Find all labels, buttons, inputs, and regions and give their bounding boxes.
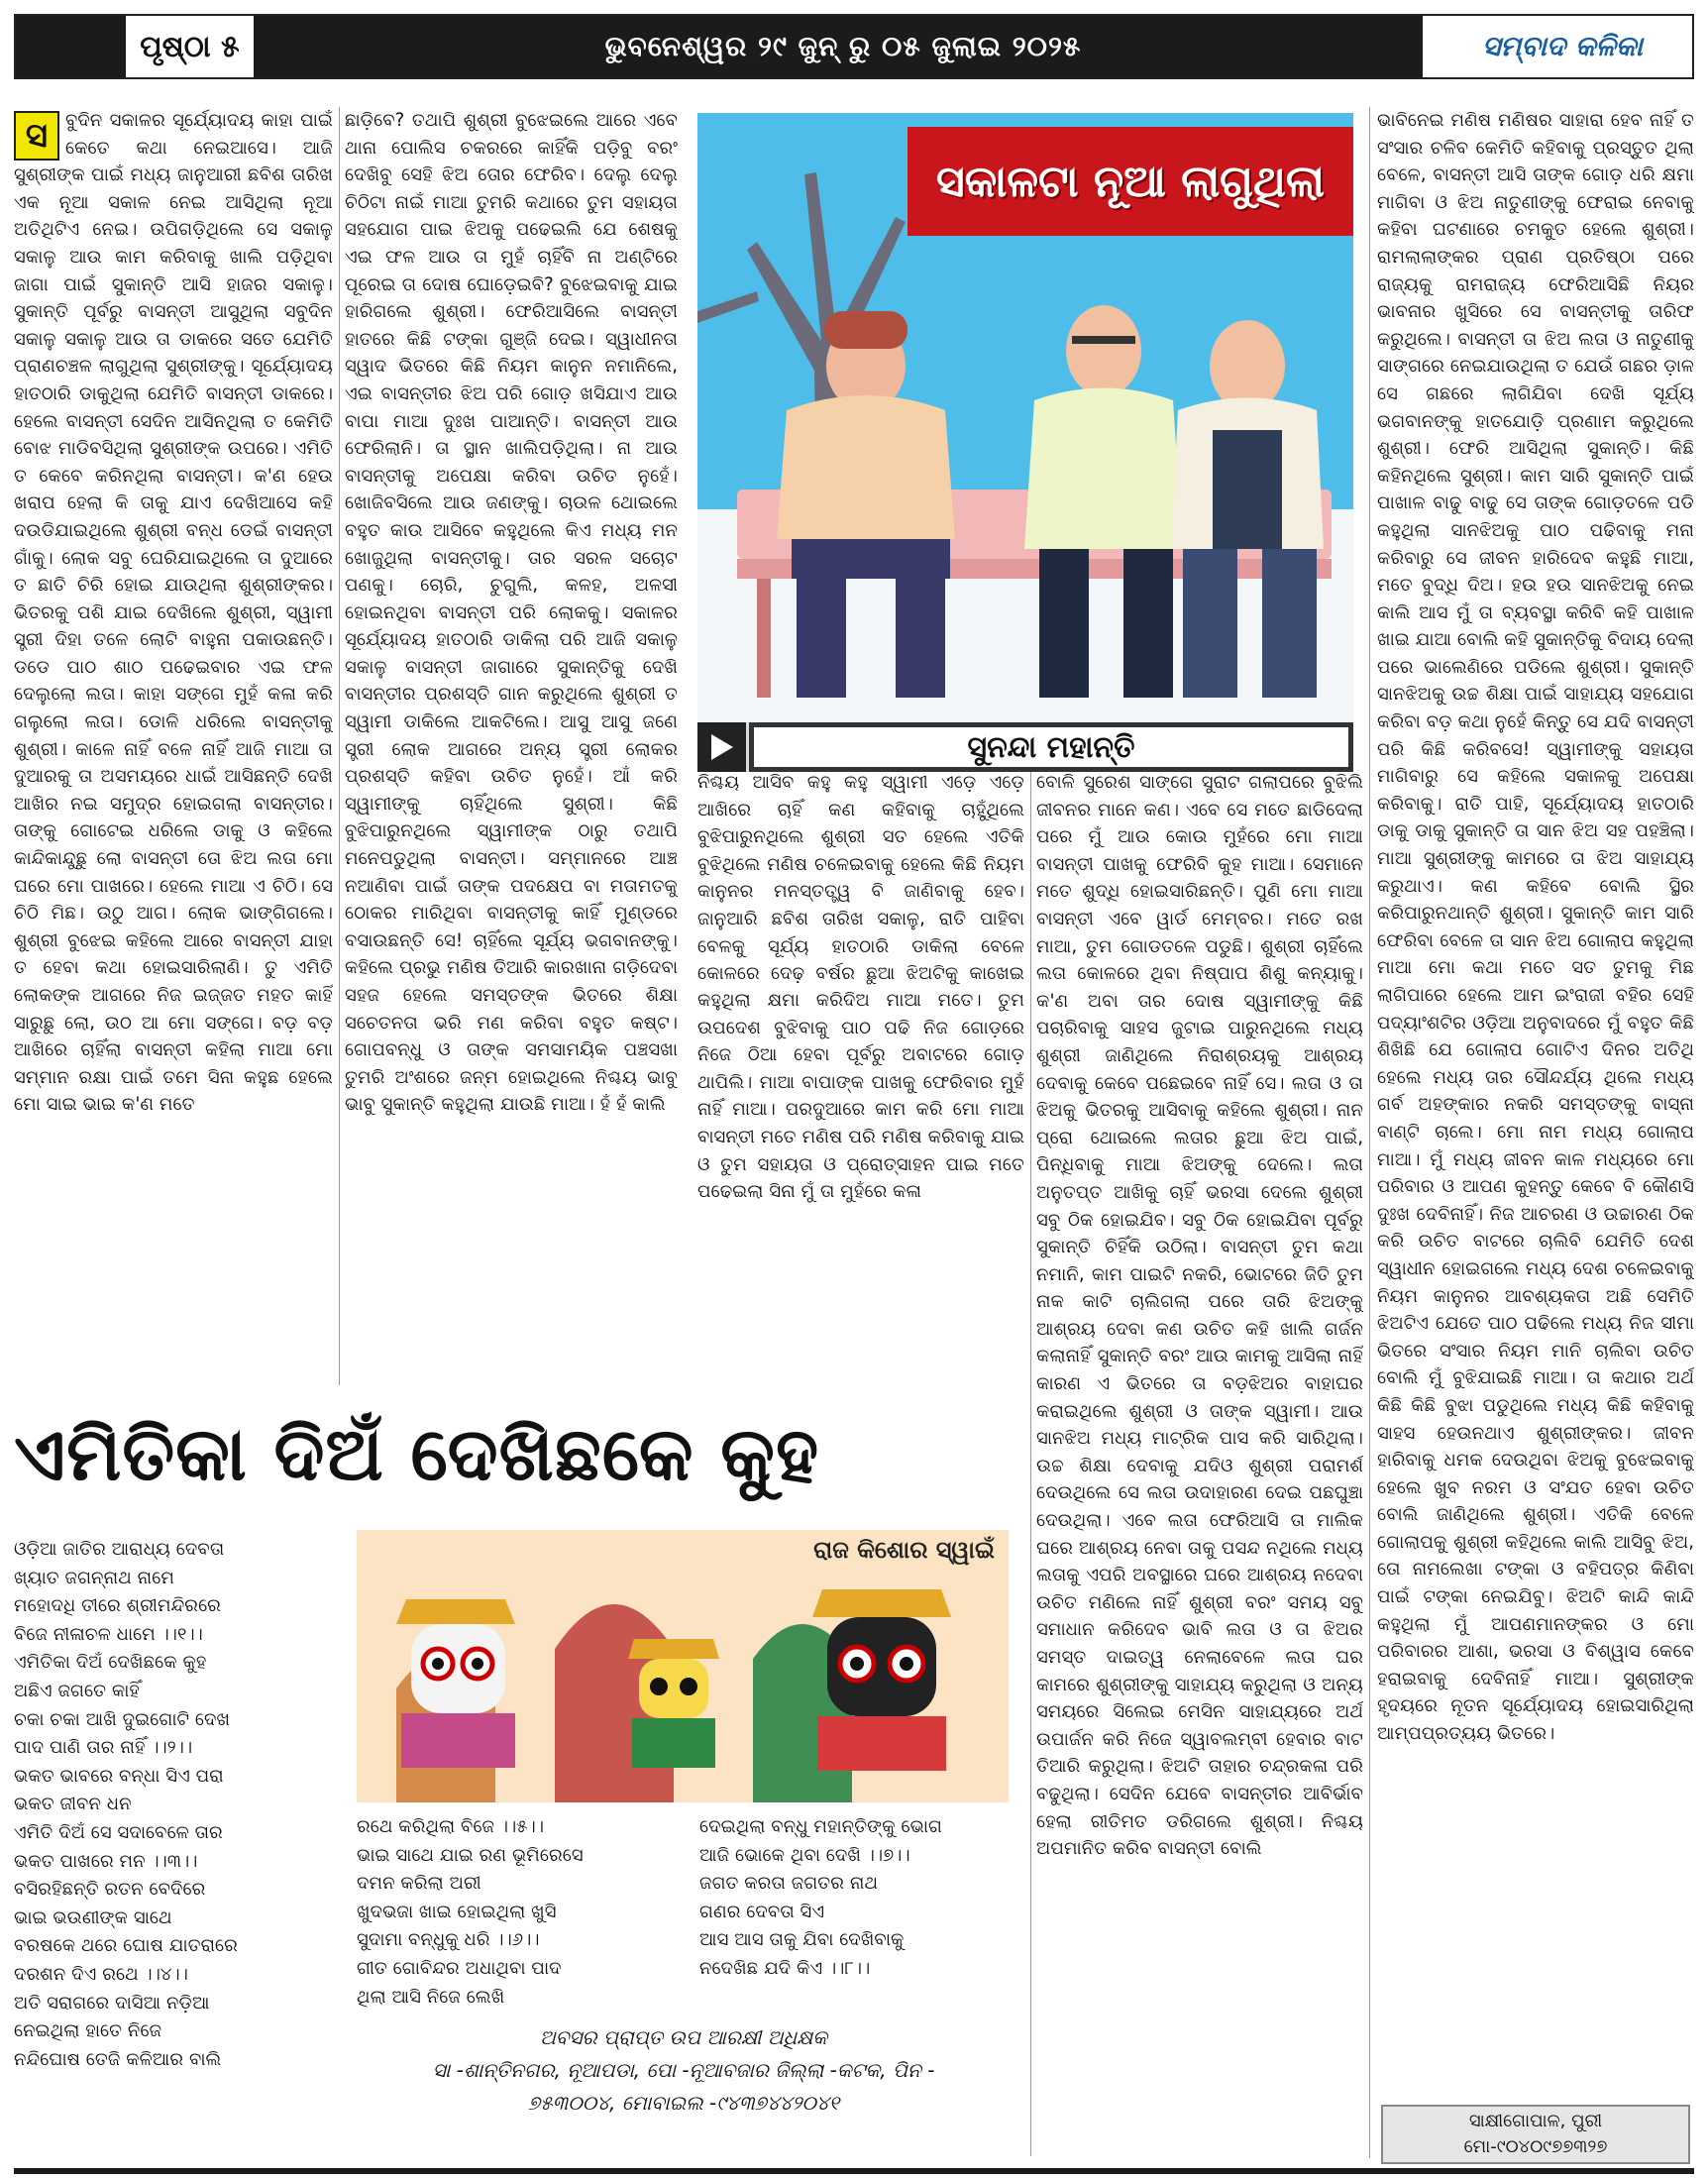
author-bar	[697, 722, 1353, 772]
story-illustration	[697, 113, 1353, 772]
poet-contact: ୭୫୩୦୦୪, ମୋବାଇଲ -୯୪୩୭୪୪୨୦୪୧	[527, 2091, 840, 2115]
poem-line: ଚକା ଚକା ଆଖି ଦୁଇଗୋଟି ଦେଖ	[14, 1708, 231, 1730]
jagannath-deities-illustration	[357, 1530, 1009, 1802]
poem-line: ଭାଇ ସାଥେ ଯାଇ ରଣ ଭୂମିରେସେ	[357, 1844, 584, 1866]
poem-line: ପାଦ ପାଣି ତାର ନାହିଁ ।।୨।।	[14, 1737, 193, 1759]
poem-line: ଦରଶନ ଦିଏ ରଥେ ।।୪।।	[14, 1963, 188, 1985]
poem-line: ଗଣର ଦେବତା ସିଏ	[699, 1901, 825, 1922]
story-column-5: ଭାବିନେଇ ମଣିଷ ମଣିଷର ସାହାରା ହେବ ନାହିଁ ତ ସଂସାର ଚଳିବ କେମିତି କହିବାକୁ ପ୍ରସ୍ତୁତ ଥିଲା ବେଳେ, ବାସନ୍ତୀ ଆସି ତାଙ୍କ ଗୋଡ଼ ଧରି କ୍ଷମା ମାଗିବା ଓ ଝିଅ ନାତୁଣୀଙ୍କୁ ଫେରାଇ ନେବାକୁ କହିବା ଘଟଣାରେ ଚମକୁତ ହେଲେ ଶୁଶ୍ରୀ। ରାମଲାଲାଙ୍କର ପ୍ରାଣ ପ୍ରତିଷ୍ଠା ପରେ ରାଜ୍ୟକୁ ରାମରାଜ୍ୟ ଫେରିଆସିଛି ନିୟର ଭାବନାର ଖୁସିରେ ସେ ବାସନ୍ତୀକୁ ତାରିଫ କରୁଥିଲେ। ବାସନ୍ତୀ ତା ଝିଅ ଲତା ଓ ନାତୁଣୀକୁ ସାଙ୍ଗରେ ନେଇଯାଉଥିଲା ତ ଯେଉଁ ଗଛର ଡ଼ାଳ ସେ ଗଛରେ ଲାଗିଯିବା ଦେଖି ସୂର୍ଯ୍ୟ ଭଗବାନଙ୍କୁ ହାତଯୋଡ଼ି ପ୍ରଣାମ କରୁଥିଲେ ଶୁଶ୍ରୀ। ଫେରି ଆସିଥିଲା ସୁକାନ୍ତି। କିଛି କହିନଥିଲେ ସୁଶ୍ରୀ। କାମ ସାରି ସୁକାନ୍ତି ପାଇଁ ପାଖାଳ ବାଢୁ ବାଢୁ ସେ ତାଙ୍କ ଗୋଡ଼ତଳେ ପଡି କହୁଥିଲା ସାନଝିଅକୁ ପାଠ ପଢିବାକୁ ମନା କରିବାରୁ ସେ ଜୀବନ ହାରିଦେବ କହୁଛି ମାଆ, ମତେ ବୁଦ୍ଧି ଦିଅ। ହଉ ହଉ ସାନଝିଅକୁ ନେଇ କାଲି ଆସ ମୁଁ ତା ବ୍ୟବସ୍ଥା କରିବି କହି ପାଖାଳ ଖାଇ ଯାଆ ବୋଲି କହି ସୁକାନ୍ତିକୁ ବିଦାୟ ଦେଲା ପରେ ଭାଲେଣିରେ ପଡିଲେ ଶୁଶ୍ରୀ। ସୁକାନ୍ତି ସାନଝିଅକୁ ଉଚ୍ଚ ଶିକ୍ଷା ପାଇଁ ସାହାଯ୍ୟ ସହଯୋଗ କରିବା ବଡ଼ କଥା ନୁହେଁ କିନ୍ତୁ ସେ ଯଦି ବାସନ୍ତୀ ପରି କିଛି କରିବସେ! ସ୍ୱାମୀଙ୍କୁ ସହାୟତା ମାଗିବାରୁ ସେ କହିଲେ ସକାଳକୁ ଅପେକ୍ଷା କରିବାକୁ। ରାତି ପାହି, ସୂର୍ଯ୍ୟୋଦୟ ହାତଠାରି ଡାକୁ ଡାକୁ ସୁକାନ୍ତି ତା ସାନ ଝିଅ ସହ ପହଞ୍ଚିଲା। ମାଆ ସୁଶ୍ରୀଙ୍କୁ କାମରେ ତା ଝିଅ ସାହାଯ୍ୟ କରୁଥାଏ। କଣ କହିବେ ବୋଲି ସ୍ଥିର କରିପାରୁନଥାନ୍ତି ଶୁଶ୍ରୀ। ସୁକାନ୍ତି କାମ ସାରି ଫେରିବା ବେଳେ ତା ସାନ ଝିଅ ଗୋଲାପ କହୁଥିଲା ମାଆ ମୋ କଥା ମତେ ସତ ତୁମକୁ ମିଛ ଲାଗିପାରେ ହେଲେ ଆମ ଇଂରାଜୀ ବହିର ସେହି ପଦ୍ୟାଂଶଟିର ଓଡ଼ିଆ ଅନୁବାଦରେ ମୁଁ ବହୁତ କିଛି ଶିଖିଛି ଯେ ଗୋଲାପ ଗୋଟିଏ ଦିନର ଅତିଥି ହେଲେ ମଧ୍ୟ ତାର ସୌନ୍ଦର୍ଯ୍ୟ ଥିଲେ ମଧ୍ୟ ଗର୍ବ ଅହଙ୍କାର ନକରି ସମସ୍ତଙ୍କୁ ବାସ୍ନା ବାଣ୍ଟି ଚାଲେ। ମୋ ନାମ ମଧ୍ୟ ଗୋଲାପ ମାଆ। ମୁଁ ମଧ୍ୟ ଜୀବନ କାଳ ମଧ୍ୟରେ ମୋ ପରିବାର ଓ ଆପଣ କୁହନ୍ତୁ କେବେ ବି କୌଣସି ଦୁଃଖ ଦେବିନାହିଁ। ନିଜ ଆଚରଣ ଓ ଉଚ୍ଚାରଣ ଠିକ କରି ଉଚିତ ବାଟରେ ଚାଲିବି ଯେମିତି ଦେଶ ସ୍ୱାଧୀନ ହୋଇଗଲେ ମଧ୍ୟ ଦେଶ ଚଳେଇବାକୁ ନିୟମ କାନୁନର ଆବଶ୍ୟକତା ଅଛି ସେମିତି ଝିଅଟିଏ ଯେତେ ପାଠ ପଢିଲେ ମଧ୍ୟ ନିଜ ସୀମା ଭିତରେ ସଂସାର ନିୟମ ମାନି ଚାଲିବା ଉଚିତ ବୋଲି ମୁଁ ବୁଝିଯାଇଛି ମାଆ। ତା କଥାର ଅର୍ଥ କିଛି କିଛି ବୁଝା ପଡୁଥିଲେ ମଧ୍ୟ କିଛି କହିବାକୁ ସାହସ ହେଉନଥାଏ ଶୁଶ୍ରୀଙ୍କର। ଜୀବନ ହାରିବାକୁ ଧମକ ଦେଉଥିବା ଝିଅକୁ ବୁଝେଇବାକୁ ହେଲେ ଖୁବ ନରମ ଓ ସଂଯତ ହେବା ଉଚିତ ବୋଲି ଜାଣିଥିଲେ ଶୁଶ୍ରୀ। ଏତିକି ବେଳେ ଗୋଲାପକୁ ଶୁଶ୍ରୀ କହିଥିଲେ କାଲି ଆସିବୁ ଝିଅ, ତୋ ନାମଲେଖା ଟଙ୍କା ଓ ବହିପତ୍ର କିଣିବା ପାଇଁ ଟଙ୍କା ନେଇଯିବୁ। ଝିଅଟି କାନ୍ଦି କାନ୍ଦି କହୁଥିଲା ମୁଁ ଆପଣମାନଙ୍କର ଓ ମୋ ପରିବାରର ଆଶା, ଭରସା ଓ ବିଶ୍ୱାସ କେବେ ହରାଇବାକୁ ଦେବିନାହିଁ ମାଆ। ସୁଶ୍ରୀଙ୍କ ହୃଦୟରେ ନୂତନ ସୂର୍ଯ୍ୟୋଦୟ ହୋଇସାରିଥିଲା ଆମ୍ପପ୍ରତ୍ୟୟ ଭିତରେ।	[1377, 110, 1694, 1745]
poem-line: ଭାଇ ଭଉଣୀଙ୍କ ସାଥେ	[14, 1906, 172, 1928]
poem-line: ଥିଲା ଆସି ନିଜେ ଲେଖି	[357, 1986, 505, 2008]
poem-line: ଆସ ଆସ ତାକୁ ଯିବା ଦେଖିବାକୁ	[699, 1929, 905, 1951]
poem-stanzas-middle	[357, 1813, 684, 2012]
date-line: ଭୁବନେଶ୍ୱର ୨୯ ଜୁନ୍ ରୁ ୦୫ ଜୁଲାଇ ୨୦୨୫	[604, 30, 1082, 62]
jagannath-illustration	[357, 1530, 1009, 1802]
poem-line: ଓଡ଼ିଆ ଜାତିର ଆରାଧ୍ୟ ଦେବତା	[14, 1539, 225, 1560]
poem-line: ନଦେଖିଛ ଯଦି କିଏ ।।୮।।	[699, 1957, 871, 1979]
bottom-rule	[14, 2168, 1694, 2174]
poem-stanzas-left	[14, 1536, 351, 2074]
page-number: ପୃଷ୍ଠା ୫	[118, 16, 262, 77]
poem-author: ରାଜ କିଶୋର ସ୍ୱାଇଁ	[813, 1536, 995, 1564]
column-divider	[1030, 769, 1031, 2156]
poem-line: ଦେଇଥିଲା ବନ୍ଧୁ ମହାନ୍ତିଙ୍କୁ ଭୋଗ	[699, 1816, 942, 1837]
poem-line: ଆଜି ଭୋକେ ଥିବା ଦେଖି ।।୭।।	[699, 1844, 910, 1866]
poem-line: ବରଷକେ ଥରେ ଘୋଷ ଯାତରାରେ	[14, 1935, 238, 1957]
newspaper-logo: ସମ୍ବାଦ କଳିକା	[1482, 30, 1643, 62]
story-column-1	[14, 107, 333, 1385]
column-divider	[1369, 107, 1370, 2158]
drop-cap: ସ	[14, 111, 59, 161]
poem-line: ଏମିତି ଦିଅଁ ସେ ସଦାବେଳେ ତାର	[14, 1821, 223, 1843]
poem-line: ଅଛିଏ ଜଗତେ କାହିଁ	[14, 1680, 141, 1701]
page-header	[14, 14, 1694, 79]
poem-stanzas-right	[699, 1813, 1016, 1984]
column-divider	[339, 107, 340, 1385]
poem-line: ଜଗତ କରତା ଜଗତର ନାଥ	[699, 1873, 879, 1895]
poet-address: ସା -ଶାନ୍ତିନଗର, ନୂଆପଡା, ପୋ -ନୂଆବଜାର ଜିଲ୍ଲା -କଟକ, ପିନ -	[432, 2058, 935, 2082]
poem-line: ରଥେ କରିଥିଲା ବିଜେ ।।୫।।	[357, 1816, 544, 1837]
poem-line: ଦମନ କରିଲା ଅରୀ	[357, 1873, 481, 1895]
poem-line: ନେଇଥିଲା ହାତେ ନିଜେ	[14, 2020, 162, 2042]
poem-title: ଏମିତିକା ଦିଅଁ ଦେଖିଛକେ କୁହ	[14, 1411, 820, 1497]
poem-line: ଅତି ସରାଗରେ ଦାସିଆ ନଡ଼ିଆ	[14, 1992, 210, 2014]
poem-line: ମହୋଦଧି ତୀରେ ଶ୍ରୀମନ୍ଦିରରେ	[14, 1595, 221, 1617]
story-column-2: ଛାଡ଼ିବେ? ତଥାପି ଶୁଶ୍ରୀ ବୁଝେଇଲେ ଆରେ ଏବେ ଥାନା ପୋଲିସ ଚକରରେ କାହିଁକି ପଡ଼ିବୁ ବରଂ ଦେଖିବୁ ସେହି ଝିଅ ତୋର ଫେରିବ। ଦେଲୁ ଦେଲୁ ଚିଠିଟା ନାଇଁ ମାଆ ତୁମରି କଥାରେ ତୁମ ସହାୟତା ସହଯୋଗ ପାଇ ଝିଅକୁ ପଢେଇଲି ଯେ ଶେଷକୁ ଏଇ ଫଳ ଆଉ ତା ମୁହଁ ଚାହିଁବି ନା ଅଣ୍ଟିରେ ପୂରେଇ ତା ଦୋଷ ଘୋଡ଼େଇବି? ବୁଝେଇବାକୁ ଯାଇ ହାରିଗଲେ ଶୁଶ୍ରୀ। ଫେରିଆସିଲେ ବାସନ୍ତୀ ହାତରେ କିଛି ଟଙ୍କା ଗୁଞ୍ଜି ଦେଇ। ସ୍ୱାଧୀନତା ସ୍ୱାଦ ଭିତରେ କିଛି ନିୟମ କାନୁନ ନମାନିଲେ, ଏଇ ବାସନ୍ତୀର ଝିଅ ପରି ଗୋଡ଼ ଖସିଯାଏ ଆଉ ବାପା ମାଆ ଦୁଃଖ ପାଆନ୍ତି। ବାସନ୍ତୀ ଆଉ ଫେରିଲାନି। ତା ସ୍ଥାନ ଖାଲିପଡ଼ିଥିଲା। ନା ଆଉ ବାସନ୍ତୀକୁ ଅପେକ୍ଷା କରିବା ଉଚିତ ନୁହେଁ। ଖୋଜିବସିଲେ ଆଉ ଜଣଙ୍କୁ। ଚାଉଳ ଥୋଇଲେ ବହୁତ କାଉ ଆସିବେ କହୁଥିଲେ କିଏ ମଧ୍ୟ ମନ ଖୋଜୁଥିଲା ବାସନ୍ତୀକୁ। ତାର ସରଳ ସଚୋଟ ପଣକୁ। ଚୋରି, ଚୁଗୁଲି, କଳହ, ଅଳସୀ ହୋଇନଥିବା ବାସନ୍ତୀ ପରି ଲୋକକୁ। ସକାଳର ସୂର୍ଯ୍ୟୋଦୟ ହାତଠାରି ଡାକିଲା ପରି ଆଜି ସକାଳୁ ସକାଳୁ ବାସନ୍ତୀ ଜାଗାରେ ସୁକାନ୍ତିକୁ ଦେଖି ବାସନ୍ତୀର ପ୍ରଶସ୍ତି ଗାନ କରୁଥିଲେ ଶୁଶ୍ରୀ ତ ସ୍ୱାମୀ ଡାକିଲେ ଆକଟିଲେ। ଆସୁ ଆସୁ ଜଣେ ସ୍ତ୍ରୀ ଲୋକ ଆଗରେ ଅନ୍ୟ ସ୍ତ୍ରୀ ଲୋକର ପ୍ରଶସ୍ତି କହିବା ଉଚିତ ନୁହେଁ। ଆଁ କରି ସ୍ୱାମୀଙ୍କୁ ଚାହିଁଥିଲେ ସୁଶ୍ରୀ। କିଛି ବୁଝିପାରୁନଥିଲେ ସ୍ୱାମୀଙ୍କ ଠାରୁ ତଥାପି ମନେପଡୁଥିଲା ବାସନ୍ତୀ। ସମ୍ମାନରେ ଆଞ୍ଚ ନଆଣିବା ପାଇଁ ତାଙ୍କ ପଦକ୍ଷେପ ବା ମତାମତକୁ ଠୋକର ମାରିଥିବା ବାସନ୍ତୀକୁ କାହିଁ ମୁଣ୍ଡରେ ବସାଉଛନ୍ତି ସେ! ଚାହିଁଲେ ସୂର୍ଯ୍ୟ ଭଗବାନଙ୍କୁ। କହିଲେ ପ୍ରଭୁ ମଣିଷ ତିଆରି କାରଖାନା ଗଡ଼ିଦେବା ସହଜ ହେଲେ ସମସ୍ତଙ୍କ ଭିତରେ ଶିକ୍ଷା ସଚେତନତା ଭରି ମଣ କରିବା ବହୁତ କଷ୍ଟ। ଗୋପବନ୍ଧୁ ଓ ତାଙ୍କ ସମସାମୟିକ ପଞ୍ଚସଖା ତୁମରି ଅଂଶରେ ଜନ୍ମ ହୋଇଥିଲେ ନିଶ୍ଚୟ ଭାବୁ ଭାବୁ ସୁକାନ୍ତି କହୁଥିଲା ଯାଉଛି ମାଆ। ହଁ ହଁ କାଲି	[345, 110, 678, 1116]
poem-line: ବିଜେ ନୀଳାଚଳ ଧାମେ ।।୧।।	[14, 1623, 203, 1645]
story-column-3: ନିଶ୍ଚୟ ଆସିବ କହୁ କହୁ ସ୍ୱାମୀ ଏଡ଼େ ଏଡ଼େ ଆଖିରେ ଚାହିଁ କଣ କହିବାକୁ ଚାହୁଁଥିଲେ ବୁଝିପାରୁନଥିଲେ ଶୁଶ୍ରୀ ସତ ହେଲେ ଏତିକି ବୁଝିଥିଲେ ମଣିଷ ଚଳେଇବାକୁ ହେଲେ କିଛି ନିୟମ କାନୁନର ମନସ୍ତତ୍ତ୍ୱ ବି ଜାଣିବାକୁ ହେବ। ଜାନୁଆରି ଛବିଶ ତାରିଖ ସକାଳୁ, ରାତି ପାହିବା ବେଳକୁ ସୂର୍ଯ୍ୟ ହାତଠାରି ଡାକିଲା ବେଳେ କୋଳରେ ଦେଢ଼ ବର୍ଷର ଛୁଆ ଝିଅଟିକୁ କାଖେଇ	[697, 772, 1024, 985]
poet-signature	[357, 2021, 1011, 2120]
poem-line: ନନ୍ଦିଘୋଷ ତେଜି କଳିଆର ବାଲି	[14, 2048, 222, 2070]
poem-line: ଭକତ ପାଖରେ ମନ ।।୩।।	[14, 1850, 198, 1872]
story-signature	[1381, 2105, 1690, 2164]
poem-line: ଖୁଦଭଜା ଖାଇ ହୋଇଥିଲା ଖୁସି	[357, 1901, 557, 1922]
story-title: ସକାଳଟା ନୂଆ ଲାଗୁଥିଲା	[907, 127, 1353, 236]
poem-line: ଗୀତ ଗୋବିନ୍ଦର ଅଧାଥିବା ପାଦ	[357, 1957, 562, 1979]
poem-line: ଭକତ ଜୀବନ ଧନ	[14, 1794, 132, 1815]
poem-line: ଭକତ ଭାବରେ ବନ୍ଧା ସିଏ ପରା	[14, 1765, 224, 1787]
story-text: ବୁଦିନ ସକାଳର ସୂର୍ଯ୍ୟୋଦୟ କାହା ପାଇଁ କେତେ କଥା ନେଇଆସେ। ଆଜି ସୁଶ୍ରୀଙ୍କ ପାଇଁ ମଧ୍ୟ ଜାନୁଆରୀ ଛବିଶ ତାରିଖ ଏକ ନୂଆ ସକାଳ ନେଇ ଆସିଥିଲା ନୂଆ ଅତିଥିଟିଏ ନେଇ। ଉପିଗଡ଼ିଥିଲେ ସେ ସକାଳୁ ସକାଳୁ ଆଉ କାମ କରିବାକୁ ଖାଲି ପଡ଼ିଥିବା ଜାଗା ପାଇଁ ସୁକାନ୍ତି ଆସି ହାଜର ସକାଳୁ। ସୁକାନ୍ତି ପୂର୍ବରୁ ବାସନ୍ତୀ ଆସୁଥିଲା ସବୁଦିନ ସକାଳୁ ସକାଳୁ ଆଉ ତା ଡାକରେ ସତେ ଯେମିତି ପ୍ରାଣଚଞ୍ଚଳ ଲାଗୁଥିଲା ସୁଶ୍ରୀଙ୍କୁ। ସୂର୍ଯ୍ୟୋଦୟ ହାତଠାରି ଡାକୁଥିଲା ଯେମିତି ବାସନ୍ତୀ ଡାକରେ। ହେଲେ ବାସନ୍ତୀ ସେଦିନ ଆସିନଥିଲା ତ କେମିତି ବୋଝ ମାଡିବସିଥିଲା ସୁଶ୍ରୀଙ୍କ ଉପରେ। ଏମିତି ତ କେବେ କରିନଥିଲା ବାସନ୍ତୀ। କ'ଣ ହେଉ ଖରାପ ହେଲା କି ତାକୁ ଯାଏ ଦେଖିଆସେ କହି ଦଉଡିଯାଇଥିଲେ ଶୁଶ୍ରୀ ବନ୍ଧ ଡେଇଁ ବାସନ୍ତୀ ଗାଁକୁ। ଲୋକ ସବୁ ଘେରିଯାଇଥିଲେ ତା ଦୁଆରେ ତ ଛାତି ଚିରି ହୋଇ ଯାଉଥିଲା ଶୁଶ୍ରୀଙ୍କର। ଭିତରକୁ ପଶି ଯାଇ ଦେଖିଲେ ଶୁଶ୍ରୀ, ସ୍ୱାମୀ ସ୍ତ୍ରୀ ଦିହା ତଳେ ଲୋଟି ବାହୁନା ପକାଉଛନ୍ତି। ଡଡେ ପାଠ ଶାଠ ପଢେଇବାର ଏଇ ଫଳ ଦେଲୁଲୋ ଲତା। କାହା ସଙ୍ଗେ ମୁହଁ କଳା କରି ଗଲୁଲୋ ଲତା। ଡୋଳି ଧରିଲେ ବାସନ୍ତୀକୁ ଶୁଶ୍ରୀ। କାଳେ ନାହିଁ ବଳେ ନାହିଁ ଆଜି ମାଆ ତା ଦୁଆରକୁ ତା ଅସମୟରେ ଧାଇଁ ଆସିଛନ୍ତି ଦେଖି ଆଖିର ନଇ ସମୁଦ୍ର ହୋଇଗଲା ବାସନ୍ତୀର। ତାଙ୍କୁ ଗୋଟେଇ ଧରିଲେ ଡାକୁ ଓ କହିଲେ କାନ୍ଦିକାନ୍ଦୁଛୁ ଲୋ ବାସନ୍ତୀ ତୋ ଝିଅ ଲତା ମୋ ଘରେ ମୋ ପାଖରେ। ହେଲେ ମାଆ ଏ ଚିଠି। ସେ ଚିଠି ମିଛ। ଉଠୁ ଆଗ। ଲୋକ ଭାଙ୍ଗିଗଲେ। ଶୁଶ୍ରୀ ବୁଝେଇ କହିଲେ ଆରେ ବାସନ୍ତୀ ଯାହା ତ ହେବା କଥା ହୋଇସାରିଲାଣି। ତୁ ଏମିତି ଲୋକଙ୍କ ଆଗରେ ନିଜ ଇଜ୍ଜତ ମହତ କାହିଁ ସାରୁଛୁ ଲୋ, ଉଠ ଆ ମୋ ସଙ୍ଗେ। ବଡ଼ ବଡ଼ ଆଖିରେ ଚାହିଁଲା ବାସନ୍ତୀ କହିଲା ମାଆ ମୋ ସମ୍ମାନ ରକ୍ଷା ପାଇଁ ତମେ ସିନା କହୁଛ ହେଲେ ମୋ ସାଇ ଭାଇ କ'ଣ ମତେ	[14, 110, 333, 1116]
signature-phone: ମୋ-୯୦୪୦୯୭୭୩୨୭	[1463, 2136, 1608, 2157]
poem-line: ସୁଦାମା ବନ୍ଧୁକୁ ଧରି ।।୬।।	[357, 1929, 540, 1951]
poem-line: ବସିରହିଛନ୍ତି ରତନ ବେଦିରେ	[14, 1879, 206, 1901]
play-icon	[697, 722, 749, 772]
story-column-4: ବୋଳି ସୁରେଶ ସାଙ୍ଗେ ସୁରାଟ ଗଲାପରେ ବୁଝିଲି ଜୀବନର ମାନେ କଣ। ଏବେ ସେ ମତେ ଛାଡିଦେଲା ପରେ ମୁଁ ଆଉ କୋଉ ମୁହଁରେ ମୋ ମାଆ ବାସନ୍ତୀ ପାଖକୁ ଫେରିବି କୁହ ମାଆ। ସେମାନେ ମତେ ଶୁଦ୍ଧି ହୋଇସାରିଛନ୍ତି। ପୁଣି ମୋ ମାଆ ବାସନ୍ତୀ ଏବେ ୱାର୍ଡ ମେମ୍ବର। ମତେ ରଖ ମାଆ, ତୁମ ଗୋଡତଳେ ପଡୁଛି। ଶୁଶ୍ରୀ ଚାହିଁଲେ ଲତା କୋଳରେ ଥିବା ନିଷ୍ପାପ ଶିଶୁ କନ୍ୟାକୁ। କ'ଣ ଅବା ତାର ଦୋଷ ସ୍ୱାମୀଙ୍କୁ କିଛି ପଚାରିବାକୁ ସାହସ ଜୁଟାଇ ପାରୁନଥିଲେ ମଧ୍ୟ ଶୁଶ୍ରୀ ଜାଣିଥିଲେ ନିରାଶ୍ରୟକୁ ଆଶ୍ରୟ ଦେବାକୁ କେବେ ପଛେଇବେ ନାହିଁ ସେ। ଲତା ଓ ତା ଝିଅକୁ ଭିତରକୁ ଆସିବାକୁ କହିଲେ ଶୁଶ୍ରୀ। ନାନ ପ୍ରୋ ଥୋଇଲେ ଲତାର ଛୁଆ ଝିଅ ପାଇଁ, ପିନ୍ଧିବାକୁ ମାଆ ଝିଅଙ୍କୁ ଦେଲେ। ଲତା ଅନୁତପ୍ତ ଆଖିକୁ ଚାହିଁ ଭରସା ଦେଲେ ଶୁଶ୍ରୀ ସବୁ ଠିକ ହୋଇଯିବ। ସବୁ ଠିକ ହୋଇଯିବା ପୂର୍ବରୁ ସୁକାନ୍ତି ଚିହିଁକି ଉଠିଲା। ବାସନ୍ତୀ ତୁମ କଥା ନମାନି, କାମ ପାଇଟି ନକରି, ଭୋଟରେ ଜିତି ତୁମ ନାକ କାଟି ଚାଲିଗଲା ପରେ ତାରି ଝିଅଙ୍କୁ ଆଶ୍ରୟ ଦେବା କଣ ଉଚିତ କହି ଖାଲି ଗର୍ଜନ କଲାନାହିଁ ସୁକାନ୍ତି ବରଂ ଆଉ କାମକୁ ଆସିଲା ନାହିଁ କାରଣ ଏ ଭିତରେ ତା ବଡ଼ଝିଅର ବାହାଘର କରାଇଥିଲେ ଶୁଶ୍ରୀ ଓ ତାଙ୍କ ସ୍ୱାମୀ। ଆଉ ସାନଝିଅ ମଧ୍ୟ ମାଟ୍ରିକ ପାସ କରି ସାରିଥିଲା। ଉଚ୍ଚ ଶିକ୍ଷା ଦେବାକୁ ଯଦିଓ ଶୁଶ୍ରୀ ପରାମର୍ଶ ଦେଉଥିଲେ ସେ ଲତା ଉଦାହାରଣ ଦେଇ ପଛଘୁଞ୍ଚା ଦେଉଥିଲା। ଏବେ ଲତା ଫେରିଆସି ତା ମାଲିକ ଘରେ ଆଶ୍ରୟ ନେବା ତାକୁ ପସନ୍ଦ ନଥିଲେ ମଧ୍ୟ ଲତାକୁ ଏପରି ଅବସ୍ଥାରେ ଘରେ ଆଶ୍ରୟ ନଦେବା ଉଚିତ ମଣିଲେ ନାହିଁ ଶୁଶ୍ରୀ ବରଂ ସମୟ ସବୁ ସମାଧାନ କରିଦେବ ଭାବି ଲତା ଓ ତା ଝିଅର ସମସ୍ତ ଦାଇତ୍ୱ ନେଲାବେଳେ ଲତା ଘର କାମରେ ଶୁଶ୍ରୀଙ୍କୁ ସାହାଯ୍ୟ କରୁଥିଲା ଓ ଅନ୍ୟ ସମୟରେ ସିଲେଇ ମେସିନ ସାହାଯ୍ୟରେ ଅର୍ଥ ଉପାର୍ଜନ କରି ନିଜେ ସ୍ୱାବଲମ୍ବୀ ହେବାର ବାଟ ତିଆରି କରୁଥିଲା। ଝିଅଟି ତାହାର ଚନ୍ଦ୍ରକଳା ପରି ବଢୁଥିଲା। ସେଦିନ ଯେବେ ବାସନ୍ତୀର ଆବିର୍ଭାବ ହେଲା ରୀତିମତ ଡରିଗଲେ ଶୁଶ୍ରୀ। ନିଶ୍ଚୟ ଅପମାନିତ କରିବ ବାସନ୍ତୀ ବୋଲି	[1036, 772, 1363, 1860]
poem-line: ଖ୍ୟାତ ଜଗନ୍ନାଥ ନାମେ	[14, 1567, 174, 1588]
poem-line: ଏମିତିକା ଦିଅଁ ଦେଖିଛକେ କୁହ	[14, 1652, 207, 1674]
story-author: ସୁନନ୍ଦା ମହାନ୍ତି	[754, 727, 1348, 767]
poet-designation: ଅବସର ପ୍ରାପ୍ତ ଉପ ଆରକ୍ଷୀ ଅଧିକ୍ଷକ	[539, 2025, 828, 2049]
story-column-3-continued: କହୁଥିଲା କ୍ଷମା କରିଦିଅ ମାଆ ମତେ। ତୁମ ଉପଦେଶ ବୁଝିବାକୁ ପାଠ ପଢି ନିଜ ଗୋଡ଼ରେ ନିଜେ ଠିଆ ହେବା ପୂର୍ବରୁ ଅବାଟରେ ଗୋଡ଼ ଥାପିଲି। ମାଆ ବାପାଙ୍କ ପାଖକୁ ଫେରିବାର ମୁହଁ ନାହିଁ ମାଆ। ପରଦୁଆରେ କାମ କରି ମୋ ମାଆ ବାସନ୍ତୀ ମତେ ମଣିଷ ପରି ମଣିଷ କରିବାକୁ ଯାଇ ଓ ତୁମ ସହାୟତା ଓ ପ୍ରୋତ୍ସାହନ ପାଇ ମତେ ପଢେଇଲା ସିନା ମୁଁ ତା ମୁହଁରେ କଳା	[697, 990, 1024, 1203]
signature-place: ସାକ୍ଷୀଗୋପାଳ, ପୁରୀ	[1468, 2111, 1603, 2131]
